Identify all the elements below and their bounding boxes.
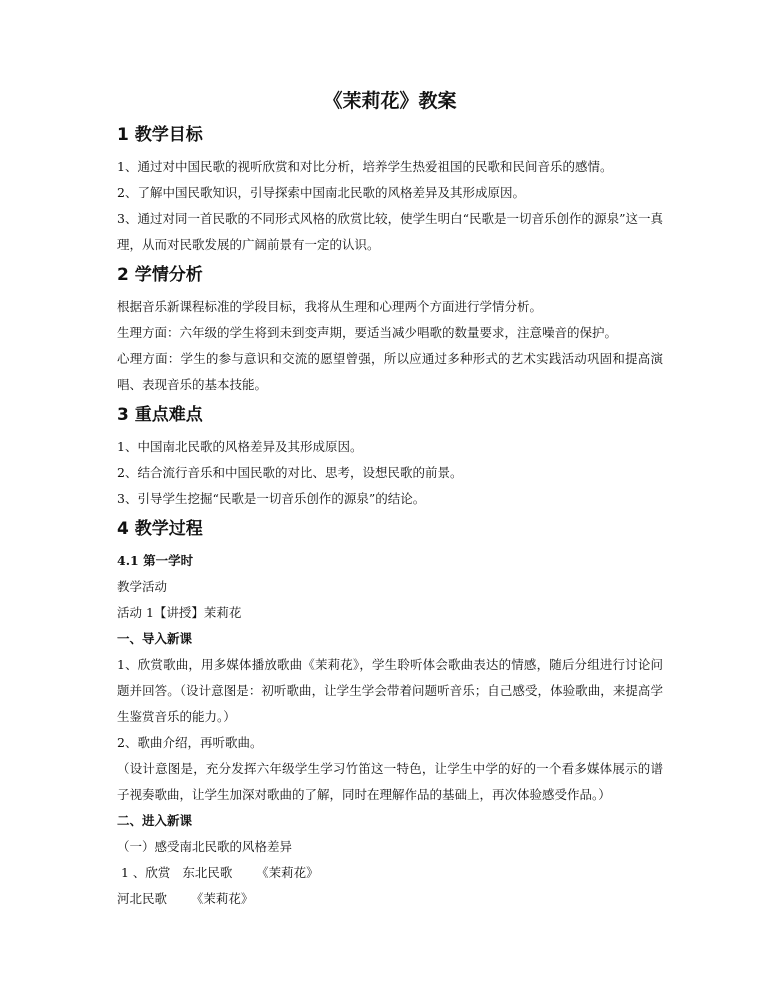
activity-label: 教学活动 [117,579,168,594]
process-line: 1、欣赏歌曲，用多媒体播放歌曲《茉莉花》，学生聆听体会歌曲表达的情感，随后分组进行讨论问题并回答。（设计意图是：初听歌曲，让学生学会带着问题听音乐；自己感受，体验歌曲，来提高学生鉴赏音乐的能力。） [117,657,663,724]
process-line: 河北民歌 《茉莉花》 [117,891,254,906]
part-title: 一、导入新课 [117,631,193,646]
objective-line: 1、通过对中国民歌的视听欣赏和对比分析，培养学生热爱祖国的民歌和民间音乐的感情。 [117,159,613,174]
process-line: 2、歌曲介绍，再听歌曲。 [117,735,263,750]
section-heading-process: 4 教学过程 [117,519,203,539]
subsection-heading: 4.1 第一学时 [117,553,194,568]
analysis-line: 生理方面：六年级的学生将到未到变声期，要适当减少唱歌的数量要求，注意噪音的保护。 [117,325,618,340]
activity-title: 活动 1【讲授】茉莉花 [117,605,242,620]
process-line: 1 、欣赏 东北民歌 《茉莉花》 [117,865,319,880]
section-heading-objectives: 1 教学目标 [117,125,203,145]
section-heading-analysis: 2 学情分析 [117,265,203,285]
document-body [117,88,663,912]
key-point-line: 1、中国南北民歌的风格差异及其形成原因。 [117,439,363,454]
objective-line: 3、通过对同一首民歌的不同形式风格的欣赏比较，使学生明白“民歌是一切音乐创作的源泉”这一真理，从而对民歌发展的广阔前景有一定的认识。 [117,211,663,252]
key-point-line: 3、引导学生挖掘“民歌是一切音乐创作的源泉”的结论。 [117,491,426,506]
document-title: 《茉莉花》教案 [323,90,457,112]
analysis-line: 心理方面：学生的参与意识和交流的愿望曾强，所以应通过多种形式的艺术实践活动巩固和提高演唱、表现音乐的基本技能。 [117,351,663,392]
objective-line: 2、了解中国民歌知识，引导探索中国南北民歌的风格差异及其形成原因。 [117,185,525,200]
key-point-line: 2、结合流行音乐和中国民歌的对比、思考，设想民歌的前景。 [117,465,463,480]
analysis-line: 根据音乐新课程标准的学段目标，我将从生理和心理两个方面进行学情分析。 [117,299,543,314]
part-title: 二、进入新课 [117,813,193,828]
process-line: （一）感受南北民歌的风格差异 [117,839,293,854]
process-line: （设计意图是，充分发挥六年级学生学习竹笛这一特色，让学生中学的好的一个看多媒体展示的谱子视奏歌曲，让学生加深对歌曲的了解，同时在理解作品的基础上，再次体验感受作品。） [117,761,663,802]
section-heading-key-points: 3 重点难点 [117,405,203,425]
